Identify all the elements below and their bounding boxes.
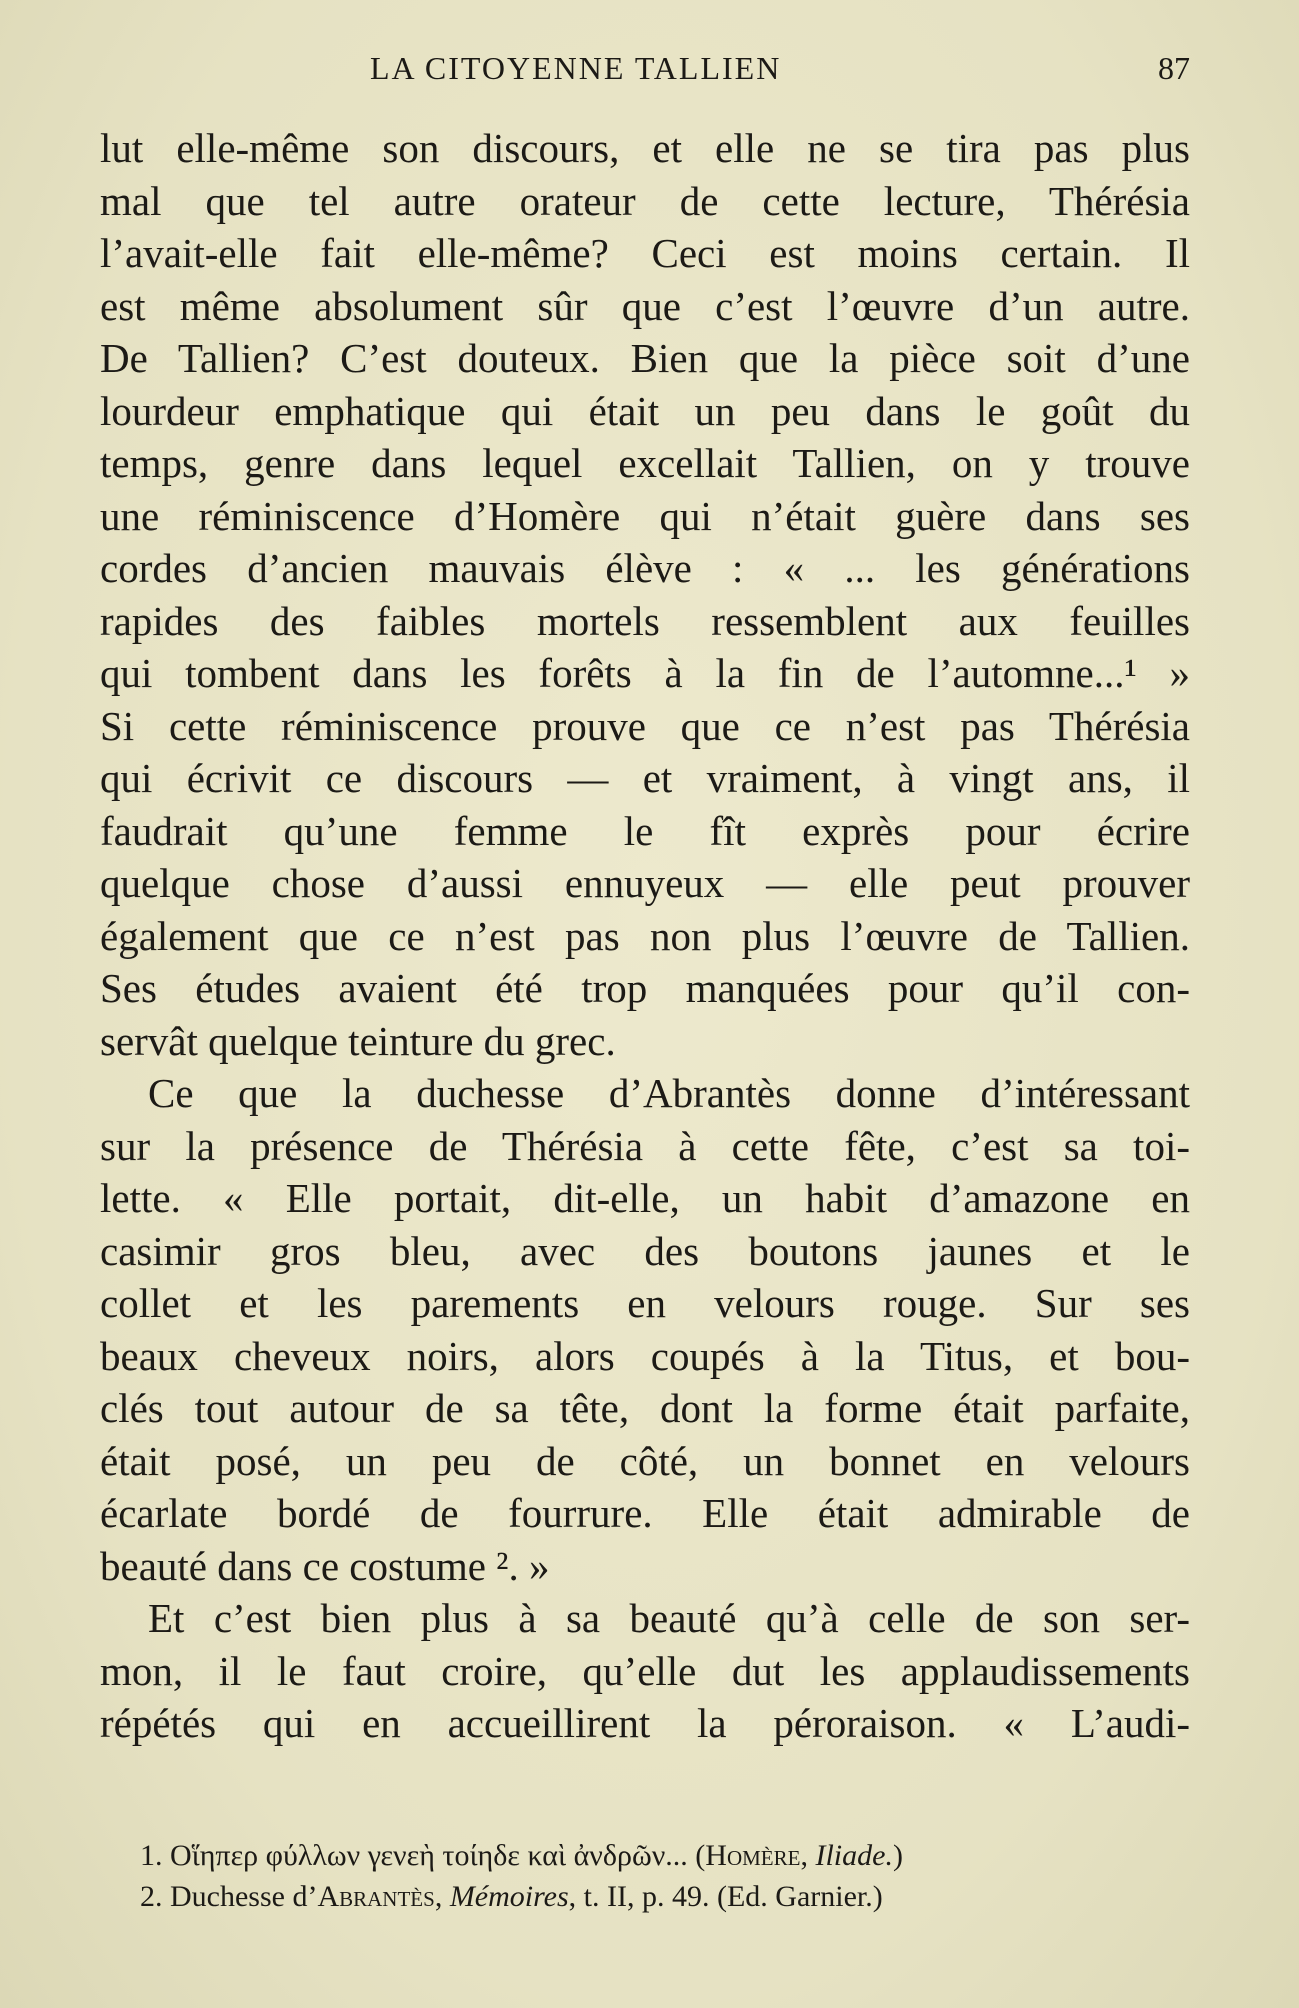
text-line: Ce que la duchesse d’Abrantès donne d’intéressant xyxy=(148,1070,1190,1116)
footnote-greek-quote: Οἵηπερ φύλλων γενεὴ τοίηδε καὶ ἀνδρῶν... xyxy=(170,1839,688,1872)
text-line: Si cette réminiscence prouve que ce n’est pas Thérésia xyxy=(100,702,1190,749)
footnote-work: Mémoires xyxy=(449,1880,569,1913)
text-line: temps, genre dans lequel excellait Tallien, on y trouve xyxy=(100,440,1190,486)
text-line: De Tallien? C’est douteux. Bien que la pièce soit d’une xyxy=(100,335,1190,381)
footnote-number: 2. xyxy=(140,1880,163,1913)
text-line: est même absolument sûr que c’est l’œuvre d’un autre. xyxy=(100,282,1190,329)
text-line: servât quelque teinture du grec. xyxy=(100,1017,616,1064)
text-line: casimir gros bleu, avec des boutons jaunes et le xyxy=(100,1227,1190,1274)
text-line: mon, il le faut croire, qu’elle dut les applaudissements xyxy=(100,1647,1190,1694)
footnote-author: Homère xyxy=(705,1839,801,1872)
footnote-work: Iliade. xyxy=(815,1839,893,1872)
text-line: une réminiscence d’Homère qui n’était guère dans ses xyxy=(100,492,1190,539)
text-line: lette. « Elle portait, dit-elle, un habit d’amazone en xyxy=(100,1175,1190,1221)
body-text xyxy=(100,122,1190,1750)
text-line: qui tombent dans les forêts à la fin de l’automne...¹ » xyxy=(100,650,1190,696)
text-line: rapides des faibles mortels ressemblent aux feuilles xyxy=(100,597,1190,644)
text-line: également que ce n’est pas non plus l’œuvre de Tallien. xyxy=(100,912,1190,959)
footnote-paren: ) xyxy=(892,1839,903,1872)
footnote-2 xyxy=(140,1876,1190,1917)
text-line: mal que tel autre orateur de cette lecture, Thérésia xyxy=(100,177,1190,224)
text-line: l’avait-elle fait elle-même? Ceci est moins certain. Il xyxy=(100,230,1190,276)
footnote-text: Duchesse d’ xyxy=(170,1880,318,1913)
text-line: quelque chose d’aussi ennuyeux — elle peut prouver xyxy=(100,860,1190,906)
text-line: lut elle-même son discours, et elle ne se tira pas plus xyxy=(100,125,1190,171)
text-line: était posé, un peu de côté, un bonnet en velours xyxy=(100,1437,1190,1484)
text-line: clés tout autour de sa tête, dont la forme était parfaite, xyxy=(100,1385,1190,1431)
text-line: Et c’est bien plus à sa beauté qu’à celle de son ser- xyxy=(148,1595,1190,1641)
text-line: Ses études avaient été trop manquées pour qu’il con- xyxy=(100,965,1190,1011)
text-line: faudrait qu’une femme le fît exprès pour écrire xyxy=(100,807,1190,854)
text-line: répétés qui en accueillirent la péroraison. « L’audi- xyxy=(100,1700,1190,1746)
footnote-author: Abrantès xyxy=(317,1880,435,1913)
footnote-separator: , xyxy=(434,1880,450,1913)
footnote-paren: ( xyxy=(695,1839,706,1872)
text-line: qui écrivit ce discours — et vraiment, à vingt ans, il xyxy=(100,755,1190,801)
text-line: cordes d’ancien mauvais élève : « ... les générations xyxy=(100,545,1190,591)
text-line: sur la présence de Thérésia à cette fête, c’est sa toi- xyxy=(100,1122,1190,1169)
text-line: écarlate bordé de fourrure. Elle était admirable de xyxy=(100,1490,1190,1536)
text-line: lourdeur emphatique qui était un peu dans le goût du xyxy=(100,387,1190,434)
text-line: beauté dans ce costume ². » xyxy=(100,1542,550,1589)
footnote-1 xyxy=(140,1835,1190,1876)
footnote-separator: , xyxy=(800,1839,816,1872)
page-number: 87 xyxy=(1158,50,1190,86)
running-title: LA CITOYENNE TALLIEN xyxy=(370,50,782,86)
footnote-number: 1. xyxy=(140,1839,163,1872)
footnotes xyxy=(140,1835,1190,1917)
footnote-rest: , t. II, p. 49. (Ed. Garnier.) xyxy=(568,1880,883,1913)
running-head xyxy=(100,50,1190,100)
text-line: collet et les parements en velours rouge. Sur ses xyxy=(100,1280,1190,1326)
text-line: beaux cheveux noirs, alors coupés à la Titus, et bou- xyxy=(100,1332,1190,1379)
